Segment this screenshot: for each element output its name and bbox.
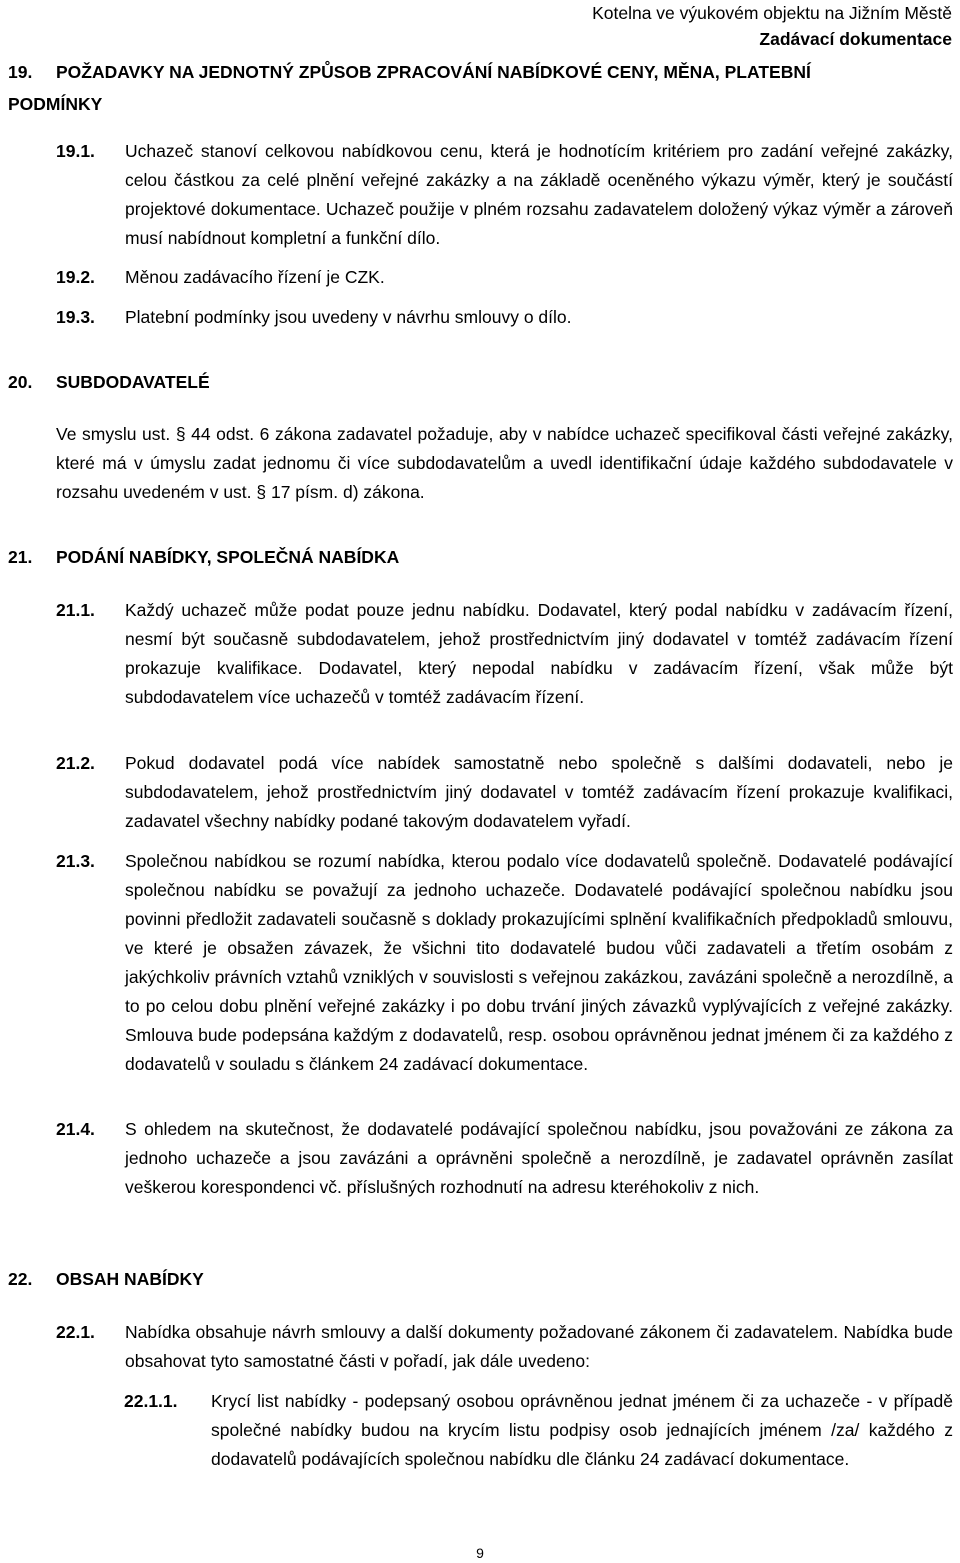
section-number: 22. (8, 1269, 33, 1289)
paragraph-number: 21.1. (56, 600, 95, 620)
paragraph-21-3 (56, 847, 953, 1079)
paragraph-19-1 (56, 137, 953, 253)
header-document-title: Zadávací dokumentace (759, 29, 952, 49)
section-number: 21. (8, 547, 33, 567)
paragraph-text: Uchazeč stanoví celkovou nabídkovou cenu, která je hodnotícím kritériem pro zadání veřejné zakázky, celou částkou za celé plnění veřejné zakázky a na základě oceněného výkazu výměr, který je součástí projektové dokumentace. Uchazeč použije v plném rozsahu zadavatelem doložený výkaz výměr a zároveň musí nabídnout kompletní a funkční dílo. (125, 141, 953, 248)
paragraph-21-4 (56, 1115, 953, 1202)
paragraph-number: 19.3. (56, 307, 95, 327)
paragraph-number: 21.3. (56, 851, 95, 871)
paragraph-21-1 (56, 596, 953, 712)
paragraph-text: Pokud dodavatel podá více nabídek samostatně nebo společně s dalšími dodavateli, nebo je subdodavatelem, jehož prostřednictvím jiný dodavatel v tomtéž zadávacím řízení prokazuje kvalifikaci, zadavatel všechny nabídky podané takovým dodavatelem vyřadí. (125, 753, 953, 831)
section-19-heading (8, 56, 956, 120)
paragraph-19-3 (56, 303, 953, 332)
section-number: 19. (8, 62, 33, 82)
section-20-heading (8, 366, 210, 398)
paragraph-22-1 (56, 1318, 953, 1376)
paragraph-22-1-1 (124, 1387, 953, 1474)
paragraph-21-2 (56, 749, 953, 836)
section-number: 20. (8, 372, 33, 392)
paragraph-text: Společnou nabídkou se rozumí nabídka, kterou podalo více dodavatelů společně. Dodavatelé podávající společnou nabídku se považují za jednoho uchazeče. Dodavatelé podávající společnou nabídku jsou povinni předložit zadavateli současně s doklady prokazujícími splnění kvalifikačních předpokladů smlouvu, ve které je obsažen závazek, že všichni tito dodavatelé budou vůči zadavateli a třetím osobám z jakýchkoliv právních vztahů vzniklých v souvislosti s veřejnou zakázkou, zavázáni společně a nerozdílně, a to po celou dobu plnění veřejné zakázky i po dobu trvání jiných závazků vyplývajících z veřejné zakázky. Smlouva bude podepsána každým z dodavatelů, resp. osobou oprávněnou jednat jménem či za každého z dodavatelů v souladu s článkem 24 zadávací dokumentace. (125, 851, 953, 1074)
paragraph-number: 21.2. (56, 753, 95, 773)
paragraph-text: Nabídka obsahuje návrh smlouvy a další dokumenty požadované zákonem či zadavatelem. Nabídka bude obsahovat tyto samostatné části v pořadí, jak dále uvedeno: (125, 1322, 953, 1371)
paragraph-number: 19.1. (56, 141, 95, 161)
page-number: 9 (476, 1545, 484, 1561)
section-title: SUBDODAVATELÉ (56, 372, 210, 392)
section-title: POŽADAVKY NA JEDNOTNÝ ZPŮSOB ZPRACOVÁNÍ NABÍDKOVÉ CENY, MĚNA, PLATEBNÍ (56, 62, 811, 82)
section-22-heading (8, 1263, 204, 1295)
section-title: OBSAH NABÍDKY (56, 1269, 204, 1289)
section-21-heading (8, 541, 399, 573)
paragraph-number: 19.2. (56, 267, 95, 287)
paragraph-text: Měnou zadávacího řízení je CZK. (125, 267, 385, 287)
paragraph-number: 21.4. (56, 1119, 95, 1139)
paragraph-text: S ohledem na skutečnost, že dodavatelé podávající společnou nabídku, jsou považováni ze zákona za jednoho uchazeče a jsou zavázáni a oprávněni společně a nerozdílně, je zadavatel oprávněn zasílat veškerou korespondenci vč. příslušných rozhodnutí na adresu kteréhokoliv z nich. (125, 1119, 953, 1197)
paragraph-number: 22.1. (56, 1322, 95, 1342)
section-title-continued: PODMÍNKY (8, 94, 103, 114)
section-title: PODÁNÍ NABÍDKY, SPOLEČNÁ NABÍDKA (56, 547, 400, 567)
paragraph-19-2 (56, 263, 953, 292)
paragraph-text: Platební podmínky jsou uvedeny v návrhu smlouvy o dílo. (125, 307, 572, 327)
header-project-title: Kotelna ve výukovém objektu na Jižním Městě (592, 3, 952, 23)
paragraph-number: 22.1.1. (124, 1391, 178, 1411)
paragraph-text: Krycí list nabídky - podepsaný osobou oprávněnou jednat jménem či za uchazeče - v případě společné nabídky budou na krycím listu podpisy osob jednajících jménem /za/ každého z dodavatelů podávajících společnou nabídku dle článku 24 zadávací dokumentace. (211, 1391, 953, 1469)
paragraph-text: Každý uchazeč může podat pouze jednu nabídku. Dodavatel, který podal nabídku v zadávacím řízení, nesmí být současně subdodavatelem, jehož prostřednictvím jiný dodavatel v tomtéž zadávacím řízení prokazuje kvalifikace. Dodavatel, který nepodal nabídku v zadávacím řízení, však může být subdodavatelem více uchazečů v tomtéž zadávacím řízení. (125, 600, 953, 707)
paragraph-20: Ve smyslu ust. § 44 odst. 6 zákona zadavatel požaduje, aby v nabídce uchazeč specifikoval části veřejné zakázky, které má v úmyslu zadat jednomu či více subdodavatelům a uvedl identifikační údaje každého subdodavatele v rozsahu uvedeném v ust. § 17 písm. d) zákona. (56, 424, 953, 502)
